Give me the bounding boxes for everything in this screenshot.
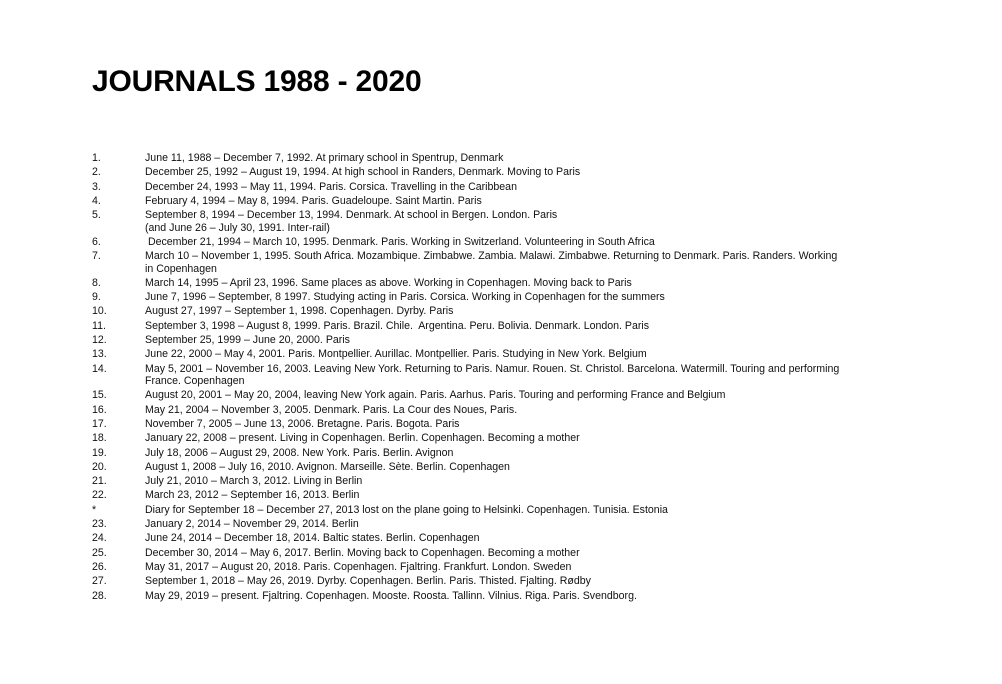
journal-entry [92, 504, 942, 516]
entry-text: August 1, 2008 – July 16, 2010. Avignon. Marseille. Sète. Berlin. Copenhagen [145, 460, 510, 473]
entry-text: June 11, 1988 – December 7, 1992. At primary school in Spentrup, Denmark [145, 152, 504, 164]
entry-text: December 25, 1992 – August 19, 1994. At high school in Randers, Denmark. Moving to Paris [145, 166, 581, 179]
journal-entry [92, 418, 942, 430]
entry-number: 7. [92, 250, 101, 263]
entry-number: 11. [92, 319, 106, 332]
entry-text: September 25, 1999 – June 20, 2000. Paris [145, 334, 350, 347]
entry-number: 16. [92, 403, 107, 416]
journal-entry [92, 518, 942, 530]
entry-number: 18. [92, 432, 107, 445]
entry-text: January 22, 2008 – present. Living in Copenhagen. Berlin. Copenhagen. Becoming a mother [145, 432, 580, 445]
entry-number: 27. [92, 575, 107, 588]
entry-number: 12. [92, 334, 107, 347]
journal-entry [92, 447, 942, 459]
entry-text: March 10 – November 1, 1995. South Africa. Mozambique. Zimbabwe. Zambia. Malawi. Zimbabwe. Returning to Denmark. Paris. Randers. Working in Copenhagen [145, 250, 838, 275]
entry-text: August 20, 2001 – May 20, 2004, leaving New York again. Paris. Aarhus. Paris. Touring and performing France and Belgium [145, 389, 726, 402]
entry-number: 17. [92, 417, 107, 430]
entry-number: 5. [92, 209, 101, 222]
entry-text: May 31, 2017 – August 20, 2018. Paris. Copenhagen. Fjaltring. Frankfurt. London. Sweden [145, 560, 572, 573]
journal-entry [92, 181, 942, 193]
journal-entry [92, 334, 942, 346]
journal-list [92, 152, 942, 604]
journal-entry [92, 152, 942, 164]
entry-text: August 27, 1997 – September 1, 1998. Copenhagen. Dyrby. Paris [145, 305, 454, 318]
entry-number: 6. [92, 235, 101, 248]
entry-text: September 8, 1994 – December 13, 1994. Denmark. At school in Bergen. London. Paris (and June 26 – July 30, 1991. Inter-rail) [145, 209, 558, 234]
entry-text: September 1, 2018 – May 26, 2019. Dyrby. Copenhagen. Berlin. Paris. Thisted. Fjalting. Rødby [145, 575, 591, 588]
entry-text: December 24, 1993 – May 11, 1994. Paris. Corsica. Travelling in the Caribbean [145, 180, 517, 193]
entry-number: * [92, 503, 97, 516]
entry-number: 10. [92, 305, 107, 318]
entry-text: June 7, 1996 – September, 8 1997. Studying acting in Paris. Corsica. Working in Copenhagen for the summers [145, 291, 665, 304]
entry-text: December 21, 1994 – March 10, 1995. Denmark. Paris. Working in Switzerland. Volunteering in South Africa [145, 235, 655, 248]
journal-entry [92, 236, 942, 248]
entry-text: Diary for September 18 – December 27, 2013 lost on the plane going to Helsinki. Copenhagen. Tunisia. Estonia [145, 503, 668, 516]
journal-entry [92, 166, 942, 178]
entry-number: 4. [92, 194, 101, 207]
journal-entry [92, 348, 942, 360]
journal-entry [92, 291, 942, 303]
journal-entry [92, 547, 942, 559]
journal-entry [92, 532, 942, 544]
entry-number: 25. [92, 546, 107, 559]
entry-number: 26. [92, 560, 107, 573]
entry-number: 13. [92, 348, 107, 361]
entry-text: February 4, 1994 – May 8, 1994. Paris. Guadeloupe. Saint Martin. Paris [145, 194, 482, 207]
entry-text: January 2, 2014 – November 29, 2014. Berlin [145, 518, 359, 531]
entry-number: 23. [92, 518, 107, 531]
entry-number: 21. [92, 475, 107, 488]
entry-text: September 3, 1998 – August 8, 1999. Paris. Brazil. Chile. Argentina. Peru. Bolivia. Denmark. London. Paris [145, 319, 650, 332]
journal-entry [92, 475, 942, 487]
entry-number: 3. [92, 180, 101, 193]
journal-entry [92, 305, 942, 317]
entry-text: July 18, 2006 – August 29, 2008. New York. Paris. Berlin. Avignon [145, 446, 454, 459]
entry-number: 1. [92, 152, 101, 164]
entry-number: 8. [92, 276, 101, 289]
journal-entry [92, 561, 942, 573]
entry-number: 15. [92, 389, 107, 402]
entry-text: June 22, 2000 – May 4, 2001. Paris. Montpellier. Aurillac. Montpellier. Paris. Studying in New York. Belgium [145, 348, 647, 361]
entry-number: 9. [92, 291, 101, 304]
journal-entry [92, 575, 942, 587]
entry-number: 28. [92, 589, 107, 602]
entry-text: July 21, 2010 – March 3, 2012. Living in Berlin [145, 475, 363, 488]
entry-number: 19. [92, 446, 107, 459]
journal-entry [92, 389, 942, 401]
entry-text: May 29, 2019 – present. Fjaltring. Copenhagen. Mooste. Roosta. Tallinn. Vilnius. Riga. Paris. Svendborg. [145, 589, 637, 602]
entry-number: 20. [92, 460, 107, 473]
journal-entry [92, 590, 942, 602]
journal-entry [92, 489, 942, 501]
entry-text: March 14, 1995 – April 23, 1996. Same places as above. Working in Copenhagen. Moving back to Paris [145, 276, 632, 289]
journal-entry [92, 320, 942, 332]
entry-text: March 23, 2012 – September 16, 2013. Berlin [145, 489, 360, 502]
journal-entry [92, 363, 942, 388]
entry-number: 22. [92, 489, 107, 502]
journal-entry [92, 461, 942, 473]
entry-text: December 30, 2014 – May 6, 2017. Berlin. Moving back to Copenhagen. Becoming a mother [145, 546, 580, 559]
journal-entry [92, 195, 942, 207]
entry-number: 24. [92, 532, 107, 545]
entry-number: 14. [92, 362, 107, 375]
entry-text: November 7, 2005 – June 13, 2006. Bretagne. Paris. Bogota. Paris [145, 417, 460, 430]
journal-entry [92, 432, 942, 444]
journal-entry [92, 209, 942, 234]
page-title: JOURNALS 1988 - 2020 [92, 65, 422, 98]
entry-text: May 5, 2001 – November 16, 2003. Leaving New York. Returning to Paris. Namur. Rouen. St. Christol. Barcelona. Watermill. Touring and performing France. Copenhagen [145, 362, 840, 388]
journal-entry [92, 250, 942, 275]
entry-text: May 21, 2004 – November 3, 2005. Denmark. Paris. La Cour des Noues, Paris. [145, 403, 518, 416]
journal-entry [92, 277, 942, 289]
entry-text: June 24, 2014 – December 18, 2014. Baltic states. Berlin. Copenhagen [145, 532, 480, 545]
entry-number: 2. [92, 166, 101, 179]
journal-entry [92, 404, 942, 416]
